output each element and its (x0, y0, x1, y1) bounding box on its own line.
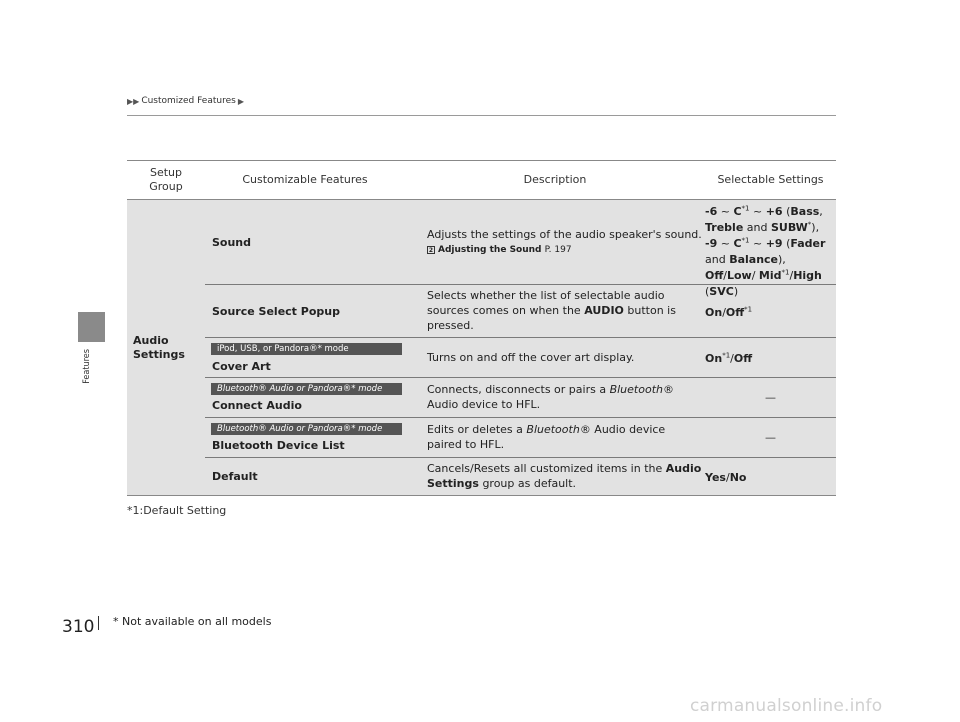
feature-description: Connects, disconnects or pairs a Bluetooth® Audio device to HFL. (427, 383, 674, 411)
section-tab-marker (78, 312, 105, 342)
header-customizable-features: Customizable Features (242, 173, 368, 187)
breadcrumb-arrow-icon: ▶▶ (127, 96, 140, 106)
selectable-settings: Yes/No (705, 471, 747, 484)
feature-description: Selects whether the list of selectable audio sources comes on when the AUDIO button is pressed. (427, 289, 676, 332)
selectable-settings: On/Off$^{*1}$ (705, 305, 753, 319)
header-selectable-settings: Selectable Settings (717, 173, 824, 187)
table-bottom-border (127, 495, 836, 496)
header-divider (127, 115, 836, 116)
feature-description: Cancels/Resets all customized items in the Audio Settings group as default. (427, 462, 702, 490)
table-header (127, 161, 836, 199)
header-description: Description (523, 173, 587, 187)
selectable-settings: — (765, 431, 776, 444)
watermark: carmanualsonline.info (690, 696, 883, 716)
reference-arrow-icon: 2 (428, 246, 434, 254)
footer-divider (98, 616, 99, 630)
mode-badge: Bluetooth® Audio or Pandora®* mode (211, 383, 402, 395)
breadcrumb (127, 96, 244, 106)
feature-name: Source Select Popup (212, 305, 340, 318)
feature-name: Bluetooth Device List (212, 439, 345, 452)
selectable-settings: On$^{*1}$/Off (705, 351, 753, 365)
availability-note: * Not available on all models (113, 615, 272, 628)
setup-group-audio-settings: Audio Settings (133, 334, 185, 362)
section-tab-label: Features (82, 349, 92, 384)
feature-description: Adjusts the settings of the audio speaker's sound. 2 Adjusting the Sound P. 197 (427, 228, 702, 255)
cross-reference-link[interactable]: 2 Adjusting the Sound P. 197 (428, 244, 572, 255)
feature-description: Edits or deletes a Bluetooth® Audio device paired to HFL. (427, 423, 666, 451)
table-row (205, 458, 836, 495)
feature-name: Sound (212, 236, 252, 249)
selectable-settings: -6 ~ $C^{*1}$ ~ +6 (Bass, Treble and SUBW*), -9 ~ $C^{*1}$ ~ +9 (Fader and Balance), Off/Low/ Mid$^{*1}$/High (SVC) (705, 204, 826, 298)
table-row (205, 418, 836, 457)
table-row (205, 378, 836, 417)
mode-badge: iPod, USB, or Pandora®* mode (211, 343, 402, 355)
page-number: 310 (62, 617, 95, 637)
table-row (205, 285, 836, 337)
selectable-settings: — (765, 391, 776, 404)
breadcrumb-link-customized-features[interactable]: Customized Features (141, 96, 236, 106)
feature-name: Cover Art (212, 360, 271, 373)
breadcrumb-arrow-icon: ▶ (237, 96, 244, 106)
header-setup-group: Setup Group (149, 166, 183, 193)
feature-name: Connect Audio (212, 399, 302, 412)
default-setting-footnote: *1:Default Setting (127, 504, 227, 517)
mode-badge: Bluetooth® Audio or Pandora®* mode (211, 423, 402, 435)
table-row (205, 200, 836, 298)
table-row (205, 338, 836, 377)
feature-description: Turns on and off the cover art display. (427, 351, 635, 364)
feature-name: Default (212, 470, 258, 483)
